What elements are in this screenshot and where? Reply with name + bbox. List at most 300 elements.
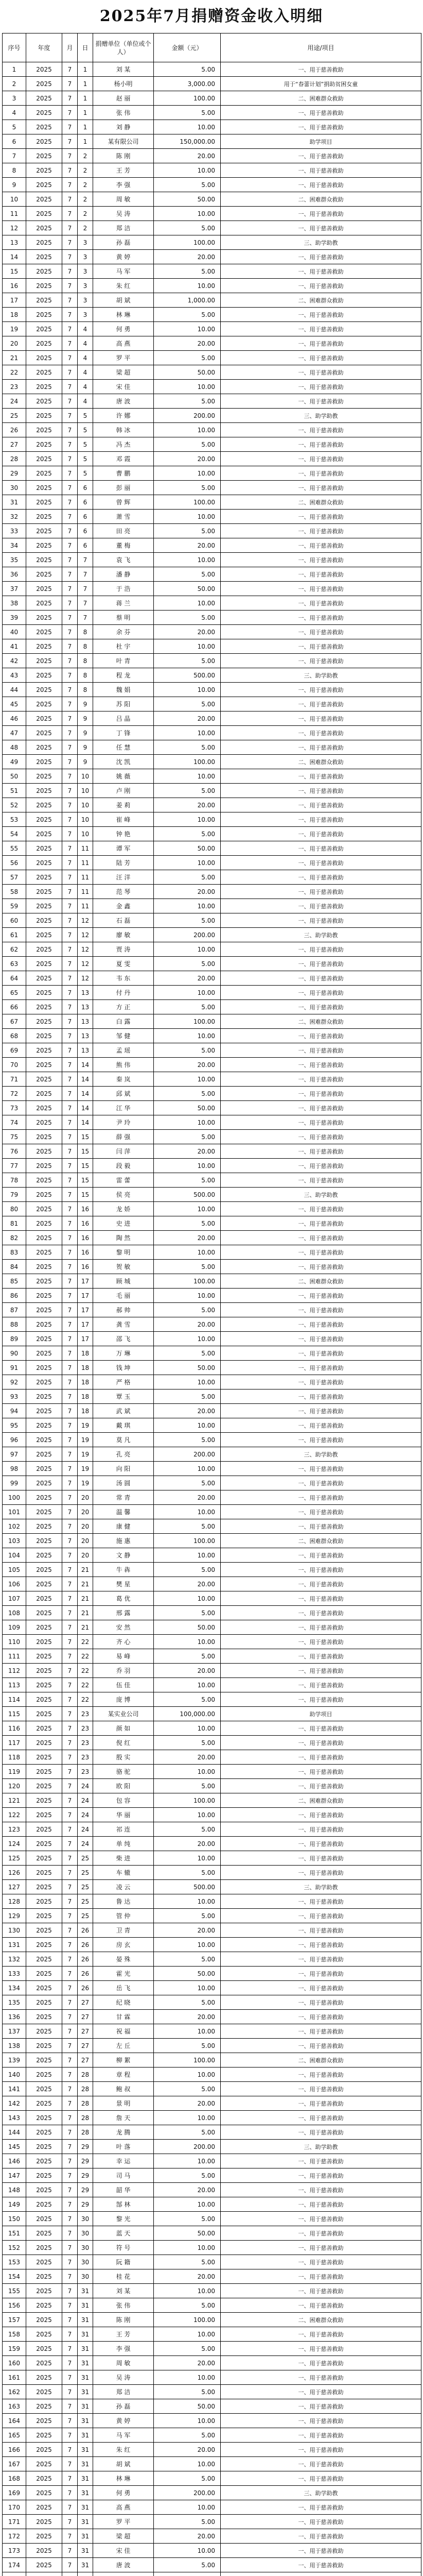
cell-month: 7	[62, 1346, 78, 1361]
cell-donor: 苏 阳	[93, 697, 154, 711]
cell-amount: 200.00	[154, 2140, 221, 2154]
cell-donor: 薛 强	[93, 1130, 154, 1144]
cell-seq: 96	[3, 1433, 26, 1447]
table-row	[3, 1548, 421, 1563]
cell-seq: 82	[3, 1231, 26, 1245]
cell-donor: 邹 健	[93, 1029, 154, 1043]
cell-purpose: 一、用于慈善救助	[221, 726, 421, 740]
table-row	[3, 1808, 421, 1822]
cell-purpose: 二、困难群众救助	[221, 192, 421, 207]
cell-purpose: 一、用于慈善救助	[221, 1375, 421, 1389]
cell-seq: 99	[3, 1476, 26, 1490]
cell-year: 2025	[26, 567, 62, 582]
cell-seq: 54	[3, 827, 26, 841]
table-row	[3, 437, 421, 452]
cell-purpose: 一、用于慈善救助	[221, 1029, 421, 1043]
table-row	[3, 1404, 421, 1418]
cell-purpose: 一、用于慈善救助	[221, 1649, 421, 1664]
cell-day: 10	[78, 812, 93, 827]
cell-year: 2025	[26, 2298, 62, 2313]
cell-year: 2025	[26, 1678, 62, 1692]
cell-year: 2025	[26, 1447, 62, 1462]
cell-year: 2025	[26, 1866, 62, 1880]
cell-year: 2025	[26, 2226, 62, 2241]
cell-year: 2025	[26, 1851, 62, 1866]
cell-donor: 韦 东	[93, 971, 154, 986]
cell-seq: 133	[3, 1967, 26, 1981]
table-row	[3, 2241, 421, 2255]
table-row	[3, 1043, 421, 1058]
cell-seq: 31	[3, 495, 26, 510]
cell-month: 7	[62, 1880, 78, 1894]
cell-purpose: 一、用于慈善救助	[221, 957, 421, 971]
table-row	[3, 856, 421, 870]
cell-day: 27	[78, 2010, 93, 2024]
cell-amount: 10.00	[154, 423, 221, 437]
cell-month: 7	[62, 2125, 78, 2140]
cell-month: 7	[62, 1736, 78, 1750]
cell-amount: 5.00	[154, 697, 221, 711]
header-day: 日	[78, 33, 93, 62]
cell-day: 10	[78, 827, 93, 841]
cell-seq: 118	[3, 1750, 26, 1765]
cell-amount: 10.00	[154, 2544, 221, 2558]
cell-month: 7	[62, 1087, 78, 1101]
cell-day: 14	[78, 1115, 93, 1130]
cell-month: 7	[62, 2183, 78, 2197]
cell-donor	[93, 2572, 154, 2576]
cell-amount: 100.00	[154, 755, 221, 769]
cell-seq: 7	[3, 149, 26, 163]
cell-donor: 白 露	[93, 1014, 154, 1029]
cell-amount: 20.00	[154, 1231, 221, 1245]
cell-year: 2025	[26, 654, 62, 668]
cell-seq: 140	[3, 2067, 26, 2082]
cell-month: 7	[62, 1909, 78, 1923]
cell-seq: 77	[3, 1159, 26, 1173]
table-row	[3, 928, 421, 942]
cell-donor: 纪 晓	[93, 1995, 154, 2010]
cell-day: 18	[78, 1389, 93, 1404]
cell-donor: 何 勇	[93, 2486, 154, 2500]
cell-year: 2025	[26, 77, 62, 91]
cell-day: 17	[78, 1274, 93, 1289]
cell-month: 7	[62, 235, 78, 250]
cell-seq: 158	[3, 2327, 26, 2342]
cell-month: 7	[62, 639, 78, 654]
table-row	[3, 1231, 421, 1245]
cell-donor: 于 浩	[93, 582, 154, 596]
table-row	[3, 1692, 421, 1707]
cell-seq: 22	[3, 365, 26, 380]
cell-year: 2025	[26, 351, 62, 365]
cell-month: 7	[62, 423, 78, 437]
cell-year: 2025	[26, 625, 62, 639]
cell-year: 2025	[26, 1981, 62, 1995]
cell-amount: 20.00	[154, 2443, 221, 2457]
cell-day: 8	[78, 625, 93, 639]
cell-seq: 76	[3, 1144, 26, 1159]
cell-amount: 5.00	[154, 1087, 221, 1101]
table-row	[3, 1967, 421, 1981]
table-row	[3, 769, 421, 784]
table-row	[3, 481, 421, 495]
cell-seq: 11	[3, 207, 26, 221]
cell-seq: 75	[3, 1130, 26, 1144]
cell-amount: 50.00	[154, 1967, 221, 1981]
cell-seq: 9	[3, 178, 26, 192]
cell-purpose: 一、用于慈善救助	[221, 2154, 421, 2168]
cell-day: 2	[78, 149, 93, 163]
cell-seq: 102	[3, 1519, 26, 1534]
cell-amount: 5.00	[154, 2342, 221, 2356]
cell-year: 2025	[26, 885, 62, 899]
cell-purpose: 一、用于慈善救助	[221, 711, 421, 726]
cell-seq: 143	[3, 2111, 26, 2125]
cell-month: 7	[62, 856, 78, 870]
table-row	[3, 2370, 421, 2385]
cell-seq: 29	[3, 466, 26, 481]
cell-seq: 72	[3, 1087, 26, 1101]
cell-donor: 萧 雪	[93, 510, 154, 524]
cell-amount: 50.00	[154, 582, 221, 596]
cell-amount: 20.00	[154, 2096, 221, 2111]
cell-seq: 100	[3, 1490, 26, 1505]
cell-seq: 136	[3, 2010, 26, 2024]
cell-day: 30	[78, 2269, 93, 2284]
table-row	[3, 279, 421, 293]
cell-amount: 5.00	[154, 437, 221, 452]
cell-day: 31	[78, 2414, 93, 2428]
cell-amount: 5.00	[154, 1216, 221, 1231]
cell-donor: 龚 雪	[93, 1317, 154, 1332]
cell-year: 2025	[26, 1303, 62, 1317]
cell-amount: 20.00	[154, 2010, 221, 2024]
cell-donor: 骆 驼	[93, 1765, 154, 1779]
table-row	[3, 1490, 421, 1505]
table-row	[3, 365, 421, 380]
cell-purpose: 一、用于慈善救助	[221, 812, 421, 827]
cell-day: 1	[78, 62, 93, 77]
cell-year: 2025	[26, 120, 62, 134]
cell-day: 7	[78, 596, 93, 611]
cell-month: 7	[62, 1606, 78, 1620]
cell-amount: 5.00	[154, 1822, 221, 1837]
table-row	[3, 2414, 421, 2428]
cell-day: 15	[78, 1188, 93, 1202]
cell-purpose: 三、助学助教	[221, 1880, 421, 1894]
cell-seq: 124	[3, 1837, 26, 1851]
table-row	[3, 1765, 421, 1779]
cell-month: 7	[62, 1851, 78, 1866]
cell-amount: 5.00	[154, 957, 221, 971]
table-row	[3, 2515, 421, 2529]
cell-day: 7	[78, 582, 93, 596]
cell-year: 2025	[26, 1591, 62, 1606]
cell-donor: 冯 杰	[93, 437, 154, 452]
cell-year: 2025	[26, 1692, 62, 1707]
cell-day: 18	[78, 1361, 93, 1375]
cell-purpose: 一、用于慈善救助	[221, 2558, 421, 2572]
cell-day: 26	[78, 1923, 93, 1938]
cell-day: 10	[78, 769, 93, 784]
cell-amount: 5.00	[154, 1736, 221, 1750]
cell-month: 7	[62, 1043, 78, 1058]
cell-donor: 邢 露	[93, 1606, 154, 1620]
cell-day: 5	[78, 409, 93, 423]
cell-purpose: 一、用于慈善救助	[221, 466, 421, 481]
table-row	[3, 668, 421, 683]
cell-year: 2025	[26, 812, 62, 827]
cell-amount: 100.00	[154, 1014, 221, 1029]
cell-seq: 67	[3, 1014, 26, 1029]
cell-year: 2025	[26, 1404, 62, 1418]
cell-month: 7	[62, 2284, 78, 2298]
cell-day: 21	[78, 1563, 93, 1577]
cell-donor: 顾 城	[93, 1274, 154, 1289]
cell-day: 2	[78, 178, 93, 192]
cell-donor: 牛 犇	[93, 1563, 154, 1577]
cell-amount: 10.00	[154, 1159, 221, 1173]
table-row	[3, 1260, 421, 1274]
cell-day: 2	[78, 192, 93, 207]
cell-year: 2025	[26, 856, 62, 870]
table-row	[3, 77, 421, 91]
cell-month: 7	[62, 106, 78, 120]
cell-month: 7	[62, 1490, 78, 1505]
cell-purpose: 助学项目	[221, 1707, 421, 1721]
cell-amount: 10.00	[154, 2024, 221, 2039]
cell-purpose: 一、用于慈善救助	[221, 769, 421, 784]
cell-year: 2025	[26, 726, 62, 740]
cell-purpose: 一、用于慈善救助	[221, 1433, 421, 1447]
cell-month: 7	[62, 192, 78, 207]
cell-day: 6	[78, 510, 93, 524]
cell-seq: 13	[3, 235, 26, 250]
cell-year: 2025	[26, 1159, 62, 1173]
cell-day: 6	[78, 495, 93, 510]
cell-seq: 97	[3, 1447, 26, 1462]
cell-seq: 64	[3, 971, 26, 986]
cell-seq: 70	[3, 1058, 26, 1072]
cell-donor: 金 鑫	[93, 899, 154, 913]
cell-year: 2025	[26, 466, 62, 481]
cell-day: 19	[78, 1462, 93, 1476]
cell-day: 8	[78, 683, 93, 697]
cell-donor: 吴 涛	[93, 2370, 154, 2385]
cell-amount: 10.00	[154, 207, 221, 221]
cell-month: 7	[62, 1130, 78, 1144]
cell-year: 2025	[26, 1043, 62, 1058]
cell-amount: 100.00	[154, 1534, 221, 1548]
cell-day: 30	[78, 2255, 93, 2269]
table-row	[3, 1837, 421, 1851]
cell-donor: 罗 平	[93, 351, 154, 365]
cell-seq: 130	[3, 1923, 26, 1938]
table-row	[3, 308, 421, 322]
table-row	[3, 2443, 421, 2457]
cell-day: 29	[78, 2140, 93, 2154]
table-row	[3, 1995, 421, 2010]
cell-seq: 155	[3, 2284, 26, 2298]
cell-year: 2025	[26, 1736, 62, 1750]
cell-purpose: 一、用于慈善救助	[221, 553, 421, 567]
cell-amount: 5.00	[154, 178, 221, 192]
cell-purpose: 一、用于慈善救助	[221, 2356, 421, 2370]
cell-day: 30	[78, 2212, 93, 2226]
cell-donor: 唐 波	[93, 2558, 154, 2572]
cell-year: 2025	[26, 1519, 62, 1534]
cell-donor: 祁 连	[93, 1822, 154, 1837]
cell-day: 19	[78, 1418, 93, 1433]
cell-donor: 欧 阳	[93, 1779, 154, 1793]
cell-month: 7	[62, 2385, 78, 2399]
table-row	[3, 812, 421, 827]
cell-year: 2025	[26, 1274, 62, 1289]
cell-purpose: 一、用于慈善救助	[221, 2096, 421, 2111]
cell-purpose: 一、用于慈善救助	[221, 625, 421, 639]
cell-donor: 桂 花	[93, 2269, 154, 2284]
cell-donor: 乔 羽	[93, 1664, 154, 1678]
cell-day: 15	[78, 1144, 93, 1159]
cell-month: 7	[62, 336, 78, 351]
cell-day: 21	[78, 1620, 93, 1635]
cell-amount: 5.00	[154, 611, 221, 625]
cell-purpose: 一、用于慈善救助	[221, 1981, 421, 1995]
cell-day: 28	[78, 2096, 93, 2111]
cell-year: 2025	[26, 1361, 62, 1375]
cell-month: 7	[62, 1274, 78, 1289]
cell-purpose: 一、用于慈善救助	[221, 1765, 421, 1779]
table-row	[3, 2125, 421, 2140]
cell-amount: 10.00	[154, 2111, 221, 2125]
cell-amount: 5.00	[154, 1866, 221, 1880]
cell-day: 12	[78, 957, 93, 971]
cell-month: 7	[62, 1173, 78, 1188]
table-row	[3, 178, 421, 192]
cell-month: 7	[62, 77, 78, 91]
cell-purpose: 一、用于慈善救助	[221, 538, 421, 553]
cell-seq: 62	[3, 942, 26, 957]
table-row	[3, 1173, 421, 1188]
table-row	[3, 986, 421, 1000]
cell-donor: 马 军	[93, 264, 154, 279]
cell-amount: 10.00	[154, 2284, 221, 2298]
cell-seq: 98	[3, 1462, 26, 1476]
cell-seq: 14	[3, 250, 26, 264]
cell-day: 11	[78, 885, 93, 899]
table-row	[3, 1245, 421, 1260]
cell-purpose: 一、用于慈善救助	[221, 351, 421, 365]
cell-purpose: 一、用于慈善救助	[221, 437, 421, 452]
cell-purpose: 一、用于慈善救助	[221, 971, 421, 986]
table-row	[3, 1880, 421, 1894]
cell-donor: 孔 亮	[93, 1447, 154, 1462]
table-row	[3, 510, 421, 524]
table-row	[3, 1462, 421, 1476]
cell-month: 7	[62, 755, 78, 769]
cell-year: 2025	[26, 91, 62, 106]
table-row	[3, 2197, 421, 2212]
cell-month: 7	[62, 351, 78, 365]
table-row	[3, 524, 421, 538]
cell-amount: 10.00	[154, 2067, 221, 2082]
cell-seq: 164	[3, 2414, 26, 2428]
cell-amount: 5.00	[154, 1043, 221, 1058]
cell-month: 7	[62, 885, 78, 899]
table-row	[3, 2298, 421, 2313]
cell-year: 2025	[26, 1000, 62, 1014]
cell-seq: 44	[3, 683, 26, 697]
cell-seq: 43	[3, 668, 26, 683]
cell-month: 7	[62, 1635, 78, 1649]
cell-amount: 20.00	[154, 711, 221, 726]
cell-purpose: 二、困难群众救助	[221, 1793, 421, 1808]
cell-donor: 任 慧	[93, 740, 154, 755]
cell-purpose: 一、用于慈善救助	[221, 510, 421, 524]
cell-month: 7	[62, 827, 78, 841]
cell-purpose: 一、用于慈善救助	[221, 1952, 421, 1967]
cell-seq: 120	[3, 1779, 26, 1793]
cell-month: 7	[62, 1231, 78, 1245]
cell-year: 2025	[26, 683, 62, 697]
table-row	[3, 2399, 421, 2414]
cell-donor: 万 琳	[93, 1346, 154, 1361]
cell-donor: 刘 某	[93, 2284, 154, 2298]
cell-purpose: 助学项目	[221, 134, 421, 149]
cell-purpose: 一、用于慈善救助	[221, 639, 421, 654]
table-row	[3, 1447, 421, 1462]
table-row	[3, 1188, 421, 1202]
cell-purpose: 一、用于慈善救助	[221, 2082, 421, 2096]
cell-amount: 5.00	[154, 1000, 221, 1014]
cell-amount: 5.00	[154, 2298, 221, 2313]
cell-seq: 169	[3, 2486, 26, 2500]
cell-month: 7	[62, 1923, 78, 1938]
cell-amount: 5.00	[154, 1606, 221, 1620]
cell-year: 2025	[26, 2140, 62, 2154]
cell-month: 7	[62, 2558, 78, 2572]
cell-month: 7	[62, 2197, 78, 2212]
cell-amount: 20.00	[154, 2269, 221, 2284]
cell-amount: 10.00	[154, 163, 221, 178]
cell-seq: 145	[3, 2140, 26, 2154]
cell-seq: 74	[3, 1115, 26, 1130]
cell-month: 7	[62, 2399, 78, 2414]
cell-day: 11	[78, 870, 93, 885]
cell-donor: 潘 静	[93, 567, 154, 582]
cell-day: 20	[78, 1490, 93, 1505]
cell-seq: 63	[3, 957, 26, 971]
cell-day: 31	[78, 2327, 93, 2342]
table-row	[3, 2168, 421, 2183]
cell-seq: 16	[3, 279, 26, 293]
cell-amount: 100.00	[154, 1793, 221, 1808]
cell-amount: 20.00	[154, 149, 221, 163]
cell-seq: 81	[3, 1216, 26, 1231]
cell-donor: 钟 艳	[93, 827, 154, 841]
cell-year: 2025	[26, 2269, 62, 2284]
cell-purpose: 一、用于慈善救助	[221, 2241, 421, 2255]
cell-seq: 147	[3, 2168, 26, 2183]
cell-day: 4	[78, 380, 93, 394]
cell-purpose: 一、用于慈善救助	[221, 2226, 421, 2241]
cell-year: 2025	[26, 1058, 62, 1072]
table-row	[3, 394, 421, 409]
cell-purpose: 一、用于慈善救助	[221, 1289, 421, 1303]
cell-amount: 5.00	[154, 2428, 221, 2443]
cell-donor: 何 勇	[93, 322, 154, 336]
